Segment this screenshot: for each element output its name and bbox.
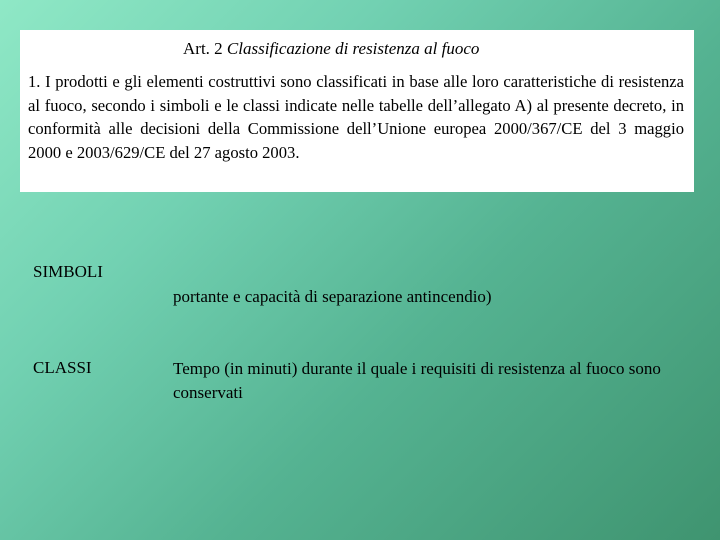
classi-description: Tempo (in minuti) durante il quale i requisiti di resistenza al fuoco sono conservati	[173, 359, 661, 402]
article-body: 1. I prodotti e gli elementi costruttivi sono classificati in base alle loro caratteristiche di resistenza al fuoco, secondo i simboli e le classi indicate nelle tabelle dell’allegato A) al presente decreto, in conformità alle decisioni della Commissione dell’Unione europea 2000/367/CE del 3 maggio 2000 e 2003/629/CE del 27 agosto 2003.	[28, 72, 684, 162]
simboli-label: SIMBOLI	[33, 262, 103, 281]
article-heading: Classificazione di resistenza al fuoco	[226, 39, 480, 58]
classi-label: CLASSI	[33, 358, 92, 377]
article-box	[20, 30, 694, 192]
simboli-description: portante e capacità di separazione antincendio)	[173, 287, 492, 306]
article-title	[183, 38, 684, 60]
article-number: Art. 2	[183, 39, 223, 58]
